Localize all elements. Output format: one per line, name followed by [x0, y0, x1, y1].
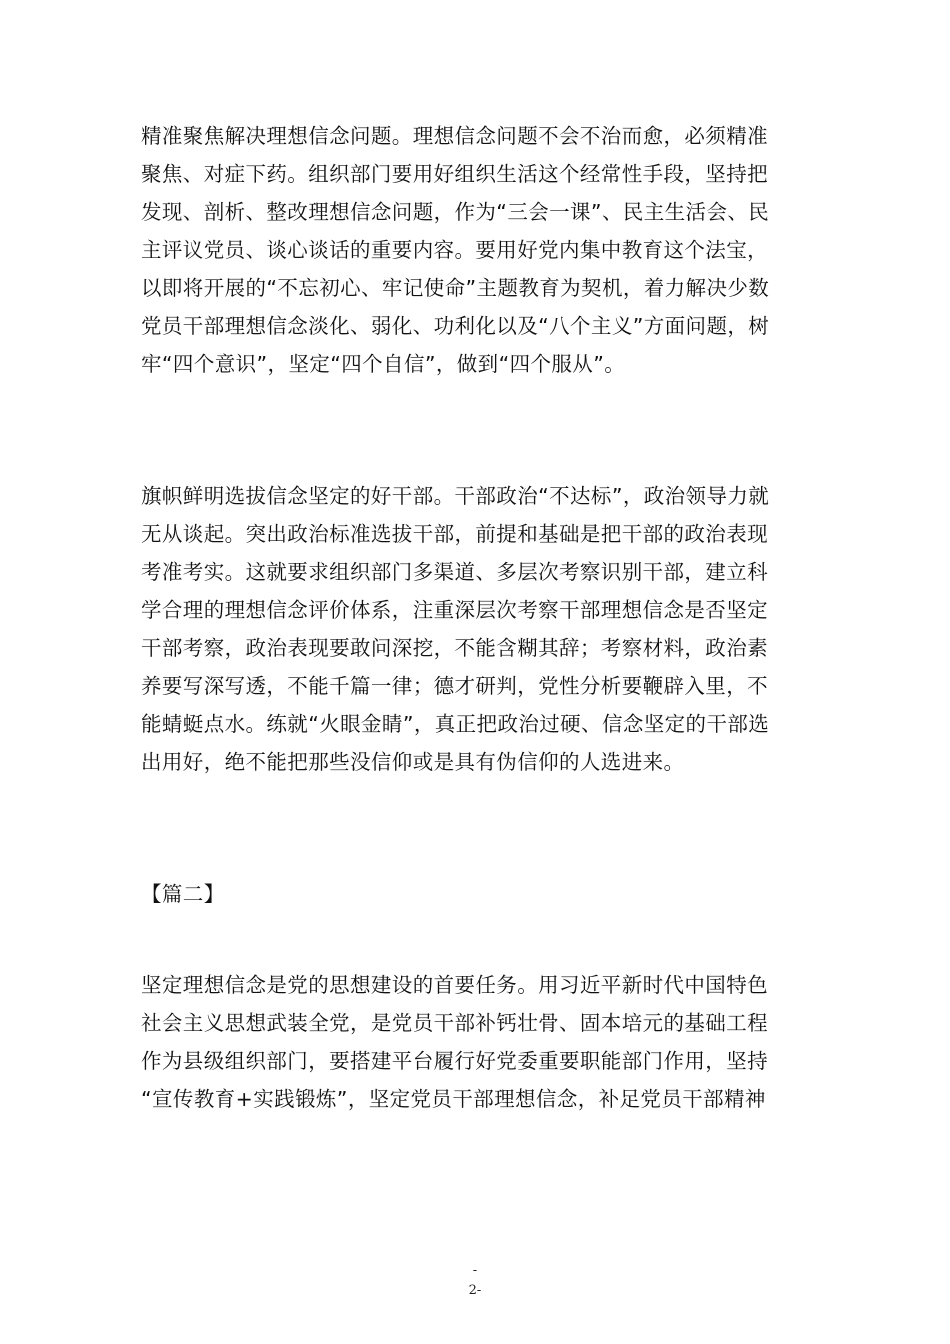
text-line: 旗帜鲜明选拔信念坚定的好干部。干部政治“不达标”，政治领导力就: [141, 484, 770, 508]
page-number: 2-: [468, 1283, 482, 1298]
text-line: 牢“四个意识”，坚定“四个自信”，做到“四个服从”。: [141, 352, 626, 376]
text-line: 坚定理想信念是党的思想建设的首要任务。用习近平新时代中国特色: [141, 973, 768, 997]
paragraph-ideal-belief-problems: [141, 117, 821, 383]
text-line: 以即将开展的“不忘初心、牢记使命”主题教育为契机，着力解决少数: [141, 276, 770, 300]
paragraph-primary-task: [141, 966, 821, 1118]
text-line: 聚焦、对症下药。组织部门要用好组织生活这个经常性手段，坚持把: [141, 162, 768, 186]
section-heading-text: 【篇二】: [141, 882, 225, 906]
text-line: 出用好，绝不能把那些没信仰或是具有伪信仰的人选进来。: [141, 750, 685, 774]
text-line: 无从谈起。突出政治标准选拔干部，前提和基础是把干部的政治表现: [141, 522, 768, 546]
paragraph-cadre-selection: [141, 477, 821, 781]
text-line: 考准考实。这就要求组织部门多渠道、多层次考察识别干部，建立科: [141, 560, 768, 584]
text-line: “宣传教育+实践锻炼”，坚定党员干部理想信念，补足党员干部精神: [141, 1087, 766, 1111]
text-line: 学合理的理想信念评价体系，注重深层次考察干部理想信念是否坚定: [141, 598, 768, 622]
text-line: 主评议党员、谈心谈话的重要内容。要用好党内集中教育这个法宝，: [141, 238, 768, 262]
text-line: 发现、剖析、整改理想信念问题，作为“三会一课”、民主生活会、民: [141, 200, 770, 224]
text-line: 能蜻蜓点水。练就“火眼金睛”，真正把政治过硬、信念坚定的干部选: [141, 712, 770, 736]
text-line: 养要写深写透，不能千篇一律；德才研判，党性分析要鞭辟入里，不: [141, 674, 768, 698]
text-line: 干部考察，政治表现要敢问深挖，不能含糊其辞；考察材料，政治素: [141, 636, 768, 660]
text-line: 党员干部理想信念淡化、弱化、功利化以及“八个主义”方面问题，树: [141, 314, 770, 338]
text-line: 作为县级组织部门，要搭建平台履行好党委重要职能部门作用，坚持: [141, 1049, 768, 1073]
section-heading: [141, 875, 821, 913]
text-line: 社会主义思想武装全党，是党员干部补钙壮骨、固本培元的基础工程: [141, 1011, 768, 1035]
text-line: 精准聚焦解决理想信念问题。理想信念问题不会不治而愈，必须精准: [141, 124, 768, 148]
footer-dash: -: [472, 1263, 478, 1278]
